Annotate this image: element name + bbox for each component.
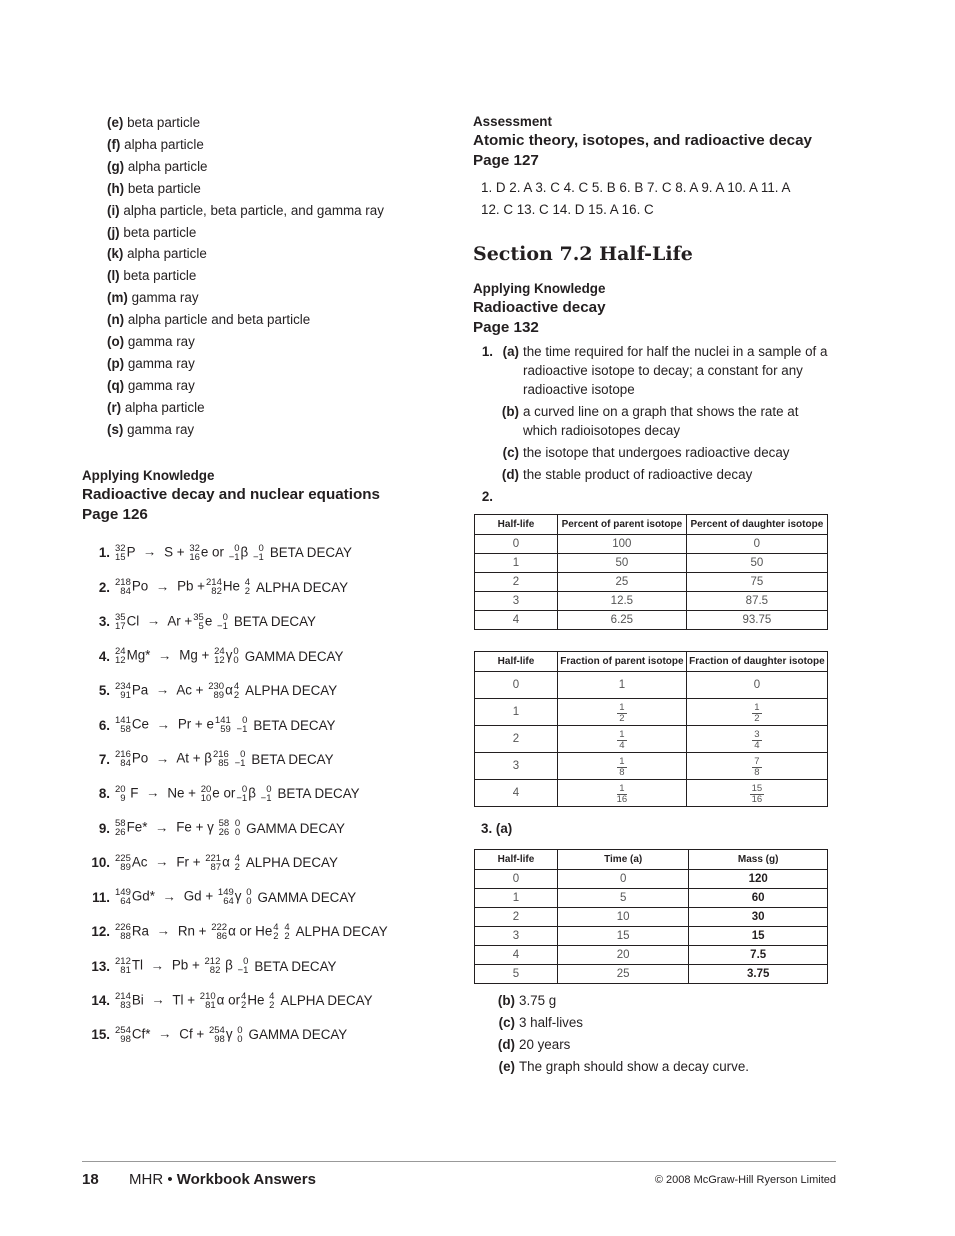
nuclide-notation: 0 0 [246, 887, 252, 908]
table-row [475, 870, 828, 889]
equation-body: 216 84 Po → At + β 216 85 0 −1 [115, 749, 246, 770]
nuclide-notation: 222 86 [211, 921, 228, 942]
table-cell: 0 [475, 672, 558, 699]
q1-c: (c) the isotope that undergoes radioactive decay [502, 445, 790, 460]
nuclide-notation: 0 −1 [236, 783, 248, 804]
table-row [475, 908, 828, 927]
arrow-icon: → [146, 613, 161, 629]
page-footer [82, 1161, 836, 1188]
table-cell: 0 [475, 535, 558, 554]
arrow-icon: → [156, 716, 171, 732]
table-row [475, 889, 828, 908]
answer-item: (d) 20 years [497, 1037, 571, 1052]
answer-item: (k) alpha particle [107, 246, 207, 262]
nuclear-equation: 13. 212 81 Tl → Pb + 212 82 β 0 −1 BETA DECAY [91, 956, 337, 977]
mass-table [474, 849, 828, 984]
table-cell: 30 [689, 908, 828, 927]
answer-item: (i) alpha particle, beta particle, and gamma ray [107, 202, 384, 218]
nuclide-notation: 141 59 [214, 715, 231, 735]
equation-body: 214 83 Bi → Tl + 210 81 α or 4 2 He 4 2 [115, 990, 275, 1011]
nuclide-notation: 35 17 [115, 611, 126, 632]
nuclear-equation: 8. 20 9 F → Ne + 20 10 e or 0 −1 β 0 −1 BETA DECAY [98, 783, 360, 804]
table-header-cell: Fraction of parent isotope [558, 652, 687, 672]
nuclide-notation: 35 5 [193, 611, 204, 632]
table-cell: 0 [475, 870, 558, 889]
fraction: $\frac{1}{16}$ [616, 782, 628, 805]
nuclide-notation: 4 2 [273, 921, 279, 942]
table-cell: 12.5 [558, 592, 687, 611]
table-cell: 20 [558, 946, 689, 965]
table-cell: 100 [558, 535, 687, 554]
table-header-cell: Half-life [475, 652, 558, 672]
answer-item: (o) gamma ray [107, 334, 195, 350]
equation-body: 58 26 Fe* → Fe + γ 58 26 0 0 [115, 818, 241, 839]
fraction: $\frac{1}{8}$ [619, 755, 625, 778]
nuclide-notation: 214 83 [115, 990, 131, 1011]
equation-body: 226 88 Ra → Rn + 222 86 α or He 4 2 4 2 [115, 921, 290, 942]
nuclide-notation: 254 98 [208, 1024, 225, 1045]
nuclide-notation: 212 81 [115, 956, 131, 977]
answer-item: (h) beta particle [107, 180, 201, 196]
nuclide-notation: 254 98 [115, 1024, 131, 1045]
nuclide-notation: 225 89 [115, 852, 131, 873]
table-cell: 0 [686, 535, 827, 554]
nuclear-equation: 3. 35 17 Cl → Ar + 35 5 e 0 −1 BETA DECAY [98, 611, 316, 632]
nuclide-notation: 0 −1 [234, 749, 246, 770]
table-header-cell: Mass (g) [689, 850, 828, 870]
arrow-icon: → [158, 647, 172, 663]
nuclide-notation: 218 84 [115, 577, 131, 598]
arrow-icon: → [150, 957, 165, 973]
equation-list [82, 536, 452, 1053]
nuclide-notation: 20 9 [115, 783, 126, 804]
table-row [475, 699, 828, 726]
table-cell: 4 [475, 780, 558, 807]
equation-body: 24 12 Mg* → Mg + 24 12 γ 0 0 [115, 646, 239, 667]
q2-label: 2. [481, 489, 493, 504]
q3-answers [473, 990, 835, 1078]
arrow-icon: → [146, 785, 160, 801]
answer-item: (j) beta particle [107, 224, 197, 240]
table-cell: 93.75 [686, 611, 827, 630]
nuclide-notation: 221 87 [205, 852, 222, 873]
nuclear-equation: 12. 226 88 Ra → Rn + 222 86 α or He 4 2 4 2 ALPHA DECAY [91, 921, 388, 942]
arrow-icon: → [156, 923, 171, 939]
page-number: 18 [82, 1171, 99, 1188]
nuclear-equation: 4. 24 12 Mg* → Mg + 24 12 γ 0 0 GAMMA DECAY [98, 646, 344, 667]
table-header-row [475, 850, 828, 870]
table-cell: 50 [686, 554, 827, 573]
section-title: Radioactive decay and nuclear equations [82, 485, 380, 503]
nuclide-notation: 0 −1 [260, 783, 272, 804]
table-row [475, 554, 828, 573]
fraction-table [474, 651, 828, 807]
fraction: $\frac{1}{4}$ [619, 728, 625, 751]
table-row [475, 672, 828, 699]
nuclide-notation: 0 0 [237, 1024, 243, 1045]
arrow-icon: → [158, 1026, 172, 1042]
table-cell: 25 [558, 573, 687, 592]
arrow-icon: → [155, 578, 170, 594]
table-header-cell: Fraction of daughter isotope [686, 652, 827, 672]
answer-item: (s) gamma ray [107, 421, 195, 437]
table-row [475, 535, 828, 554]
equation-body: 225 89 Ac → Fr + 221 87 α 4 2 [115, 852, 240, 873]
nuclear-equation: 15. 254 98 Cf* → Cf + 254 98 γ 0 0 GAMMA DECAY [91, 1024, 348, 1045]
nuclide-notation: 149 64 [115, 887, 131, 908]
equation-body: 149 64 Gd* → Gd + 149 64 γ 0 0 [115, 887, 252, 908]
equation-body: 254 98 Cf* → Cf + 254 98 γ 0 0 [115, 1024, 243, 1045]
nuclide-notation: 0 −1 [217, 611, 228, 632]
answer-item: (p) gamma ray [107, 355, 195, 371]
ak-label: Applying Knowledge [473, 281, 606, 296]
answer-item: (c) 3 half-lives [498, 1015, 584, 1030]
table-cell: 1 [558, 672, 687, 699]
q1-b: (b) a curved line on a graph that shows the rate at which radioisotopes decay [501, 404, 799, 438]
table-cell: 4 [475, 611, 558, 630]
equation-body: 35 17 Cl → Ar + 35 5 e 0 −1 [115, 611, 228, 632]
nuclide-notation: 214 82 [206, 577, 222, 598]
table-cell: 7.5 [689, 946, 828, 965]
table-row [475, 611, 828, 630]
answer-item: (n) alpha particle and beta particle [107, 312, 311, 328]
arrow-icon: → [155, 854, 169, 870]
nuclear-equation: 5. 234 91 Pa → Ac + 230 89 α 4 2 ALPHA DECAY [98, 680, 338, 701]
q1-d: (d) the stable product of radioactive decay [501, 467, 753, 482]
nuclide-notation: 58 26 [115, 818, 126, 839]
nuclide-notation: 0 −1 [236, 715, 248, 735]
table-header-cell: Time (a) [558, 850, 689, 870]
nuclear-equation: 10. 225 89 Ac → Fr + 221 87 α 4 2 ALPHA DECAY [91, 852, 338, 873]
assessment-label: Assessment [473, 114, 552, 129]
table-cell: 15 [689, 927, 828, 946]
table-cell: 5 [558, 889, 689, 908]
equation-body: 20 9 F → Ne + 20 10 e or 0 −1 β 0 −1 [115, 783, 272, 804]
answer-item: (f) alpha particle [107, 136, 204, 152]
ak-title: Radioactive decay [473, 299, 606, 316]
table-header-cell: Half-life [475, 850, 558, 870]
nuclide-notation: 4 2 [233, 680, 240, 701]
assessment-title: Atomic theory, isotopes, and radioactive decay [473, 132, 813, 149]
nuclear-equation: 11. 149 64 Gd* → Gd + 149 64 γ 0 0 GAMMA DECAY [92, 887, 357, 908]
nuclide-notation: 0 0 [233, 646, 239, 667]
table-cell: 1 [475, 699, 558, 726]
left-column [82, 112, 452, 1052]
table-cell: 2 [475, 908, 558, 927]
equation-body: 141 58 Ce → Pr + e 141 59 0 −1 [115, 715, 248, 735]
fraction: $\frac{15}{16}$ [751, 782, 763, 805]
right-column [473, 112, 835, 1078]
table-cell [686, 699, 827, 726]
nuclide-notation: 20 10 [200, 783, 212, 804]
arrow-icon: → [162, 888, 177, 904]
table-header-cell: Percent of parent isotope [558, 515, 687, 535]
section-heading: Section 7.2 Half-Life [473, 243, 693, 265]
table-row [475, 927, 828, 946]
percent-table [474, 514, 828, 630]
nuclide-notation: 210 81 [199, 990, 216, 1011]
table-cell [558, 699, 687, 726]
nuclide-notation: 24 12 [214, 646, 225, 667]
table-cell: 3 [475, 927, 558, 946]
equation-body: 212 81 Tl → Pb + 212 82 β 0 −1 [115, 956, 249, 977]
mc-answers-line-2: 12. C 13. C 14. D 15. A 16. C [481, 202, 654, 217]
answer-item: (b) 3.75 g [497, 993, 557, 1008]
table-header-row [475, 652, 828, 672]
nuclear-equation: 1. 32 15 P → S + 32 16 e or 0 −1 β 0 −1 BETA DECAY [98, 542, 352, 563]
nuclide-notation: 0 −1 [237, 956, 249, 977]
table-cell: 2 [475, 573, 558, 592]
answer-item: (l) beta particle [107, 268, 197, 284]
arrow-icon: → [155, 682, 170, 698]
table-row [475, 946, 828, 965]
table-cell: 6.25 [558, 611, 687, 630]
table-cell: 3 [475, 753, 558, 780]
nuclide-notation: 32 16 [189, 542, 200, 563]
answer-item: (q) gamma ray [107, 377, 195, 393]
nuclide-notation: 216 85 [212, 749, 229, 770]
nuclide-notation: 141 58 [115, 715, 131, 735]
ak-page: Page 132 [473, 319, 539, 336]
table-cell: 25 [558, 965, 689, 984]
answer-item: (e) beta particle [107, 115, 201, 130]
table-cell [558, 753, 687, 780]
answer-item: (m) gamma ray [107, 290, 199, 306]
nuclide-notation: 0 0 [234, 818, 241, 839]
nuclide-notation: 0 −1 [228, 542, 240, 563]
table-cell: 3.75 [689, 965, 828, 984]
nuclide-notation: 234 91 [115, 680, 131, 701]
arrow-icon: → [155, 750, 170, 766]
fraction: $\frac{7}{8}$ [754, 755, 760, 778]
answer-item: (g) alpha particle [107, 158, 208, 174]
nuclide-notation: 149 64 [217, 887, 234, 908]
nuclide-notation: 4 2 [241, 990, 247, 1011]
table-row [475, 965, 828, 984]
nuclide-notation: 212 82 [204, 956, 221, 977]
nuclear-equation: 2. 218 84 Po → Pb + 214 82 He 4 2 ALPHA DECAY [98, 577, 349, 598]
table-cell [686, 753, 827, 780]
nuclide-notation: 4 2 [234, 852, 240, 873]
fraction: $\frac{1}{2}$ [619, 701, 625, 724]
table-cell: 2 [475, 726, 558, 753]
arrow-icon: → [143, 544, 157, 560]
nuclide-notation: 216 84 [115, 749, 131, 770]
table-row [475, 726, 828, 753]
mc-answers-line-1: 1. D 2. A 3. C 4. C 5. B 6. B 7. C 8. A 9. A 10. A 11. A [481, 180, 791, 195]
table-row [475, 753, 828, 780]
q3-label: 3. (a) [481, 821, 513, 836]
table-cell [686, 780, 827, 807]
table-header-cell: Half-life [475, 515, 558, 535]
table-row [475, 573, 828, 592]
table-row [475, 592, 828, 611]
table-cell: 0 [686, 672, 827, 699]
answer-item: (e) The graph should show a decay curve. [498, 1059, 750, 1074]
nuclide-notation: 0 −1 [252, 542, 264, 563]
table-cell [558, 726, 687, 753]
copyright: © 2008 McGraw-Hill Ryerson Limited [654, 1174, 836, 1186]
nuclide-notation: 230 89 [208, 680, 225, 701]
table-row [475, 780, 828, 807]
table-cell: 4 [475, 946, 558, 965]
table-cell: 50 [558, 554, 687, 573]
table-cell: 5 [475, 965, 558, 984]
table-cell: 120 [689, 870, 828, 889]
answer-item: (r) alpha particle [107, 399, 205, 415]
table-header-row [475, 515, 828, 535]
q1-a: 1. (a) the time required for half the nuclei in a sample of a radioactive isotope to decay; a constant for any radioactive isotope [481, 344, 828, 397]
table-cell: 0 [558, 870, 689, 889]
nuclear-equation: 9. 58 26 Fe* → Fe + γ 58 26 0 0 GAMMA DECAY [98, 818, 345, 839]
arrow-icon: → [155, 819, 169, 835]
fraction: $\frac{3}{4}$ [754, 728, 760, 751]
nuclide-notation: 32 15 [115, 542, 126, 563]
equation-body: 32 15 P → S + 32 16 e or 0 −1 β 0 −1 [115, 542, 264, 563]
nuclide-notation: 4 2 [244, 577, 250, 598]
nuclide-notation: 58 26 [218, 818, 230, 839]
table-cell: 10 [558, 908, 689, 927]
table-cell [686, 726, 827, 753]
table-cell: 60 [689, 889, 828, 908]
table-cell: 15 [558, 927, 689, 946]
page-ref: Page 126 [82, 505, 148, 523]
table-cell: 75 [686, 573, 827, 592]
table-cell [558, 780, 687, 807]
equation-body: 218 84 Po → Pb + 214 82 He 4 2 [115, 577, 250, 598]
nuclear-equation: 6. 141 58 Ce → Pr + e 141 59 0 −1 BETA DECAY [98, 715, 336, 735]
nuclide-notation: 226 88 [115, 921, 131, 942]
nuclide-notation: 4 2 [284, 921, 290, 942]
nuclide-notation: 4 2 [269, 990, 275, 1011]
equation-body: 234 91 Pa → Ac + 230 89 α 4 2 [115, 680, 240, 701]
answer-list [82, 112, 452, 441]
table-cell: 1 [475, 554, 558, 573]
nuclear-equation: 7. 216 84 Po → At + β 216 85 0 −1 BETA DECAY [98, 749, 334, 770]
fraction: $\frac{1}{2}$ [754, 701, 760, 724]
nuclear-equation: 14. 214 83 Bi → Tl + 210 81 α or 4 2 He 4 2 ALPHA DECAY [91, 990, 373, 1011]
table-cell: 87.5 [686, 592, 827, 611]
table-header-cell: Percent of daughter isotope [686, 515, 827, 535]
table-cell: 3 [475, 592, 558, 611]
assessment-page: Page 127 [473, 152, 539, 169]
table-cell: 1 [475, 889, 558, 908]
nuclide-notation: 24 12 [115, 646, 126, 667]
book-title: MHR • Workbook Answers [129, 1171, 316, 1188]
arrow-icon: → [151, 992, 165, 1008]
section-label: Applying Knowledge [82, 467, 215, 483]
